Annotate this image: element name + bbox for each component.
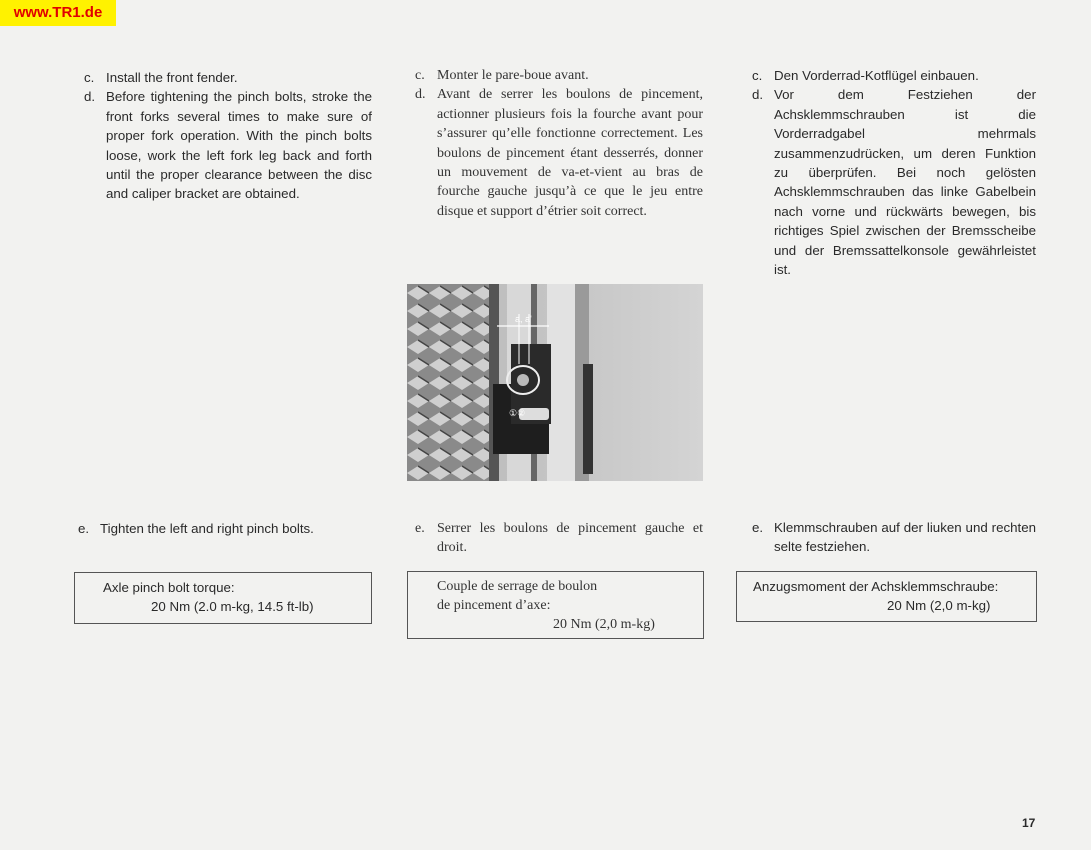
step-label: e. xyxy=(78,521,90,536)
torque-value: 20 Nm (2,0 m-kg) xyxy=(553,617,655,632)
english-torque-box xyxy=(74,572,372,624)
step-label: e. xyxy=(752,520,764,535)
fork-photo-image xyxy=(407,284,703,481)
step-e-item xyxy=(752,518,1036,557)
step-label: c. xyxy=(84,70,95,85)
step-text: Vor dem Festziehen der Achsklemmschrauben ist die Vorderradgabel mehrmals zusammenzudrücken, um deren Funktion zu überprüfen. Bei noch gelösten Achsklemmschrauben das linke Gabelbein nach vorne und rückwärts bewegen, bis richtiges Spiel zwischen der Bremsscheibe und der Bremssattelkonsole gewährleistet ist. xyxy=(774,87,1036,278)
german-step-d xyxy=(752,85,1036,279)
step-e-item xyxy=(415,519,703,558)
french-step-e xyxy=(415,519,703,558)
step-label: e. xyxy=(415,521,425,536)
french-torque-box xyxy=(407,571,704,639)
torque-label-cont: de pincement d’axe: xyxy=(437,598,551,613)
german-torque-box xyxy=(736,571,1037,622)
step-text: Klemmschrauben auf der liuken und rechten selte festziehen. xyxy=(774,520,1036,555)
french-step-d xyxy=(415,85,703,221)
german-step-e xyxy=(752,518,1036,557)
torque-label: Axle pinch bolt torque: xyxy=(103,580,235,595)
step-text: Serrer les boulons de pincement gauche et droit. xyxy=(437,521,703,556)
torque-value: 20 Nm (2.0 m-kg, 14.5 ft-lb) xyxy=(151,599,314,614)
fork-photo xyxy=(407,284,703,481)
torque-label: Anzugsmoment der Achsklemmschraube: xyxy=(753,579,999,594)
english-step-e xyxy=(78,519,378,538)
step-text: Monter le pare-boue avant. xyxy=(437,68,589,83)
step-text: Tighten the left and right pinch bolts. xyxy=(100,521,314,536)
step-label: d. xyxy=(415,87,426,103)
french-column xyxy=(415,66,703,221)
step-text: Den Vorderrad-Kotflügel einbauen. xyxy=(774,68,979,83)
step-text: Install the front fender. xyxy=(106,70,238,85)
callout-clearance: a, a' xyxy=(515,314,532,324)
page-number: 17 xyxy=(1022,816,1036,830)
step-label: c. xyxy=(415,68,425,83)
torque-value: 20 Nm (2,0 m-kg) xyxy=(887,598,991,613)
step-label: d. xyxy=(84,89,96,105)
english-column xyxy=(84,68,372,204)
callout-bolts: ①② xyxy=(509,408,526,418)
german-column xyxy=(752,66,1036,279)
step-label: d. xyxy=(752,87,764,103)
french-step-c xyxy=(415,66,703,85)
german-step-c xyxy=(752,66,1036,85)
step-text: Before tightening the pinch bolts, stroke the front forks several times to make sure of proper fork operation. With the pinch bolts loose, work the left fork leg back and forth until the proper clearance between the disc and caliper bracket are obtained. xyxy=(106,89,372,202)
watermark-link[interactable]: www.TR1.de xyxy=(0,0,116,26)
english-step-d xyxy=(84,87,372,203)
step-label: c. xyxy=(752,68,763,83)
step-e-item xyxy=(78,519,378,538)
step-text: Avant de serrer les boulons de pincement, actionner plusieurs fois la fourche avant pour s’assurer qu’elle fonctionne correctement. Les boulons de pincement étant desserrés, donner un mouvement de va-et-vient au bras de fourche gauche jusqu’à ce que le jeu entre disque et support d’étrier soit correct. xyxy=(437,87,703,219)
english-step-c xyxy=(84,68,372,87)
torque-label: Couple de serrage de boulon xyxy=(437,579,598,594)
